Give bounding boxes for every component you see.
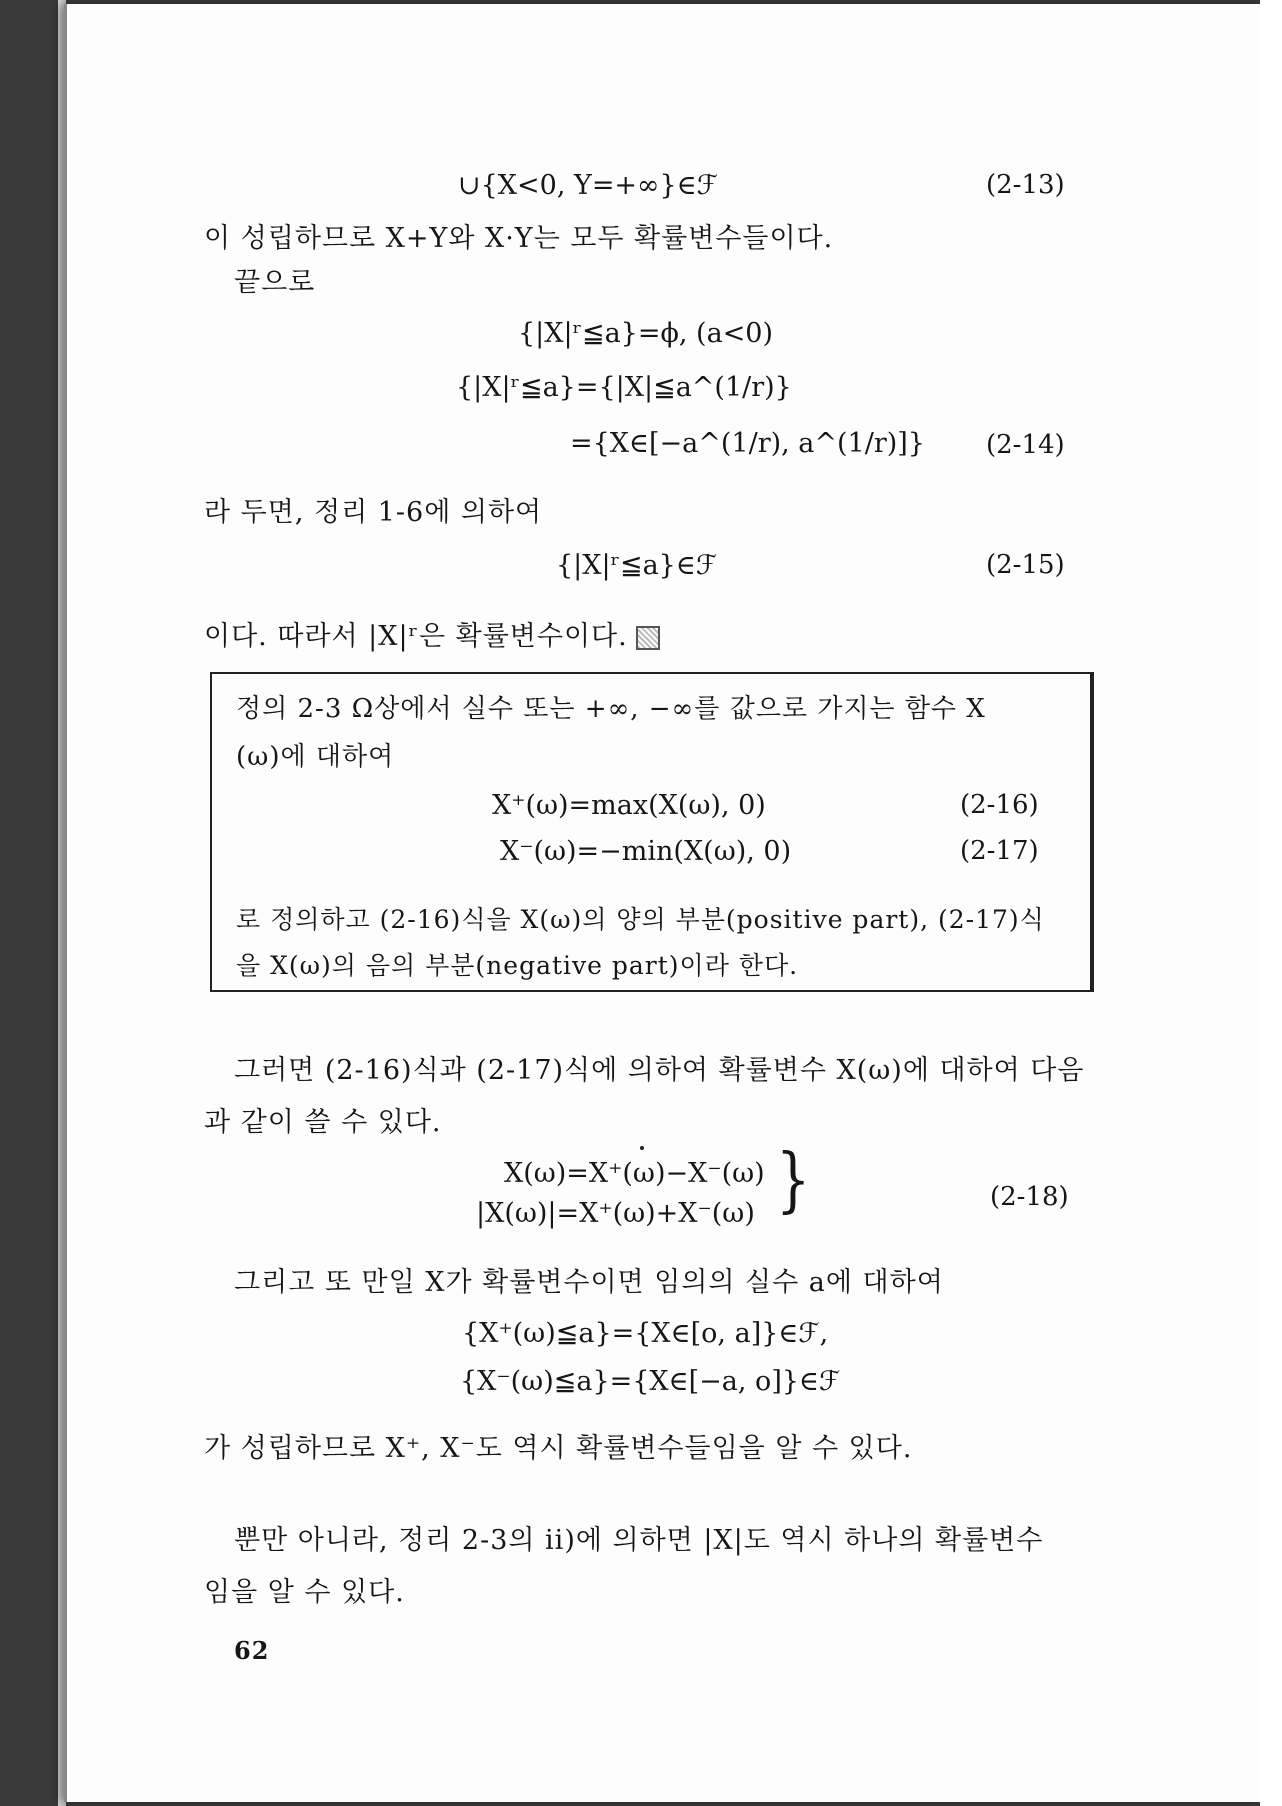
equation-2-13: ∪{X<0, Y=+∞}∈ℱ bbox=[458, 170, 718, 201]
definition-line: (ω)에 대하여 bbox=[236, 742, 395, 772]
equation-number-2-13: (2-13) bbox=[986, 170, 1065, 200]
qed-icon bbox=[636, 626, 660, 650]
page-number: 62 bbox=[234, 1636, 270, 1665]
equation-number-2-18: (2-18) bbox=[990, 1182, 1069, 1212]
equation-2-17: X⁻(ω)=−min(X(ω), 0) bbox=[500, 836, 792, 867]
equation-x-plus-set: {X⁺(ω)≦a}={X∈[o, a]}∈ℱ, bbox=[462, 1318, 829, 1349]
text-line: 임을 알 수 있다. bbox=[204, 1577, 405, 1608]
text-line: 라 두면, 정리 1-6에 의하여 bbox=[204, 497, 543, 528]
equation-number-2-17: (2-17) bbox=[960, 836, 1039, 866]
equation-2-15: {|X|ʳ≦a}∈ℱ bbox=[556, 550, 718, 581]
definition-line: 을 X(ω)의 음의 부분(negative part)이라 한다. bbox=[236, 951, 799, 980]
ink-dot bbox=[640, 1146, 644, 1150]
equation-2-18a: X(ω)=X⁺(ω)−X⁻(ω) bbox=[504, 1158, 765, 1189]
equation-number-2-16: (2-16) bbox=[960, 790, 1039, 820]
text-line: 과 같이 쓸 수 있다. bbox=[204, 1107, 442, 1138]
equation-interval: ={X∈[−a^(1/r), a^(1/r)]} bbox=[570, 428, 925, 459]
definition-box-shadow-edge bbox=[1090, 672, 1093, 992]
equation-x-minus-set: {X⁻(ω)≦a}={X∈[−a, o]}∈ℱ bbox=[460, 1366, 841, 1397]
definition-line: 정의 2-3 Ω상에서 실수 또는 +∞, −∞를 값으로 가지는 함수 X bbox=[236, 694, 986, 724]
equation-2-18b: |X(ω)|=X⁺(ω)+X⁻(ω) bbox=[476, 1198, 755, 1229]
text-line: 가 성립하므로 X⁺, X⁻도 역시 확률변수들임을 알 수 있다. bbox=[204, 1433, 913, 1464]
text-line: 이 성립하므로 X+Y와 X·Y는 모두 확률변수들이다. bbox=[204, 223, 834, 254]
text-line: 그러면 (2-16)식과 (2-17)식에 의하여 확률변수 X(ω)에 대하여 다음 bbox=[234, 1055, 1085, 1086]
equation-number-2-15: (2-15) bbox=[986, 550, 1065, 580]
equation-abs-x-root: {|X|ʳ≦a}={|X|≦a^(1/r)} bbox=[456, 372, 792, 403]
text-line: 이다. 따라서 |X|ʳ은 확률변수이다. bbox=[204, 614, 660, 653]
text-line: 끝으로 bbox=[234, 267, 316, 298]
definition-line: 로 정의하고 (2-16)식을 X(ω)의 양의 부분(positive part), (2-17)식 bbox=[236, 905, 1045, 934]
equation-2-16: X⁺(ω)=max(X(ω), 0) bbox=[492, 790, 766, 821]
equation-number-2-14: (2-14) bbox=[986, 430, 1065, 460]
right-brace: } bbox=[776, 1138, 811, 1221]
text-line: 그리고 또 만일 X가 확률변수이면 임의의 실수 a에 대하여 bbox=[234, 1267, 944, 1298]
text-line: 뿐만 아니라, 정리 2-3의 ii)에 의하면 |X|도 역시 하나의 확률변수 bbox=[234, 1525, 1044, 1556]
page-right-margin bbox=[1260, 0, 1282, 1806]
equation-abs-x-negative: {|X|ʳ≦a}=ϕ, (a<0) bbox=[518, 318, 774, 349]
